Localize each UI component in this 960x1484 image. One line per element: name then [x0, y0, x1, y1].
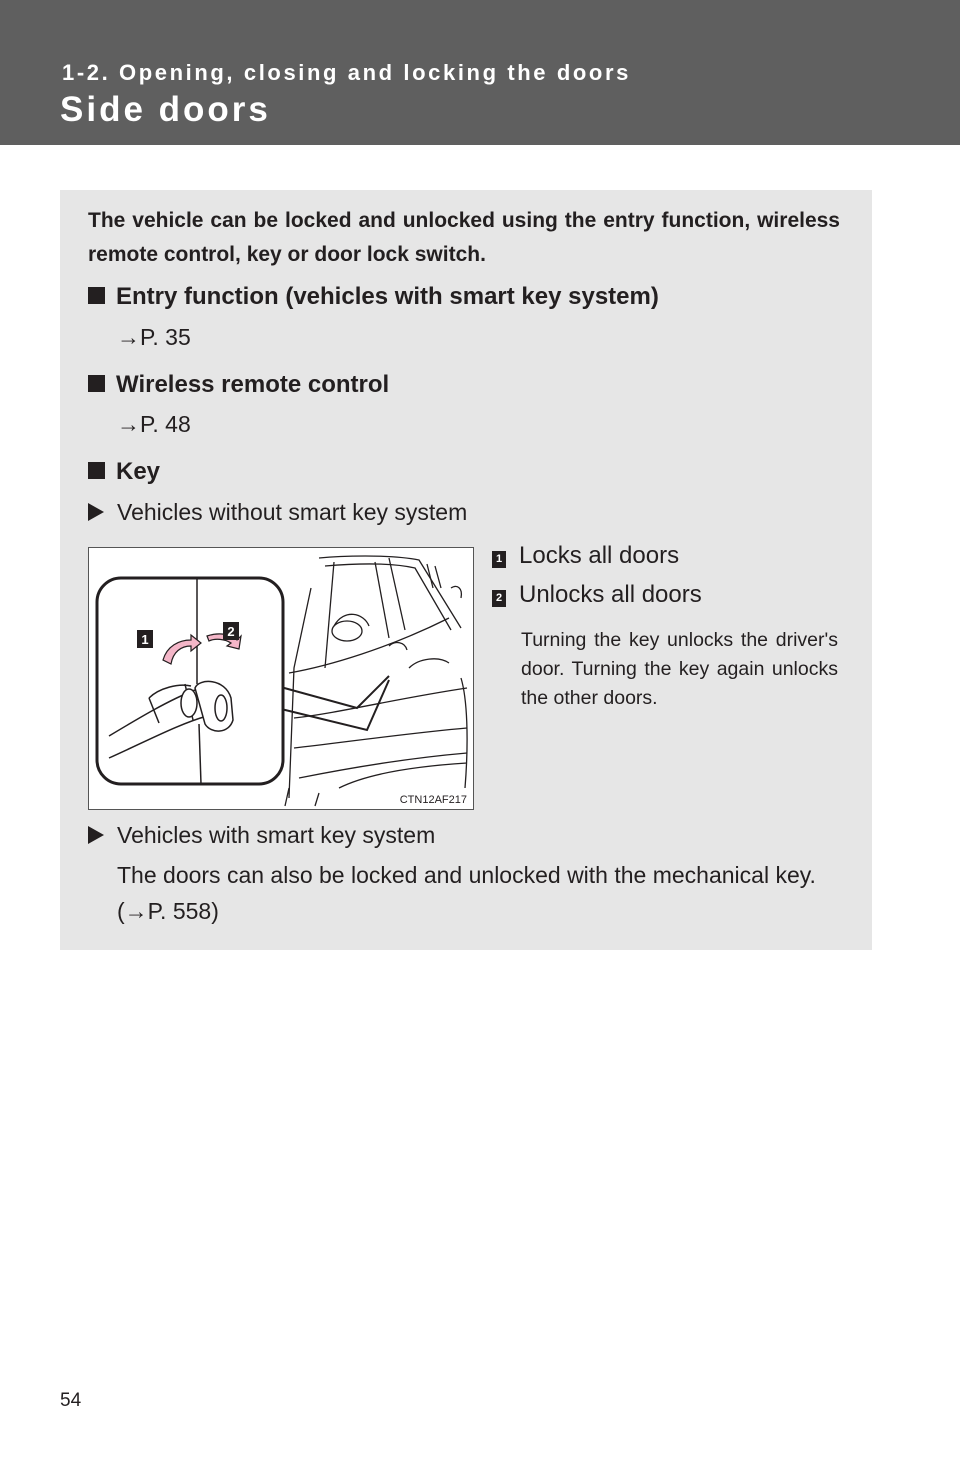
subheading-with-smart-key [88, 822, 435, 849]
smart-key-text: The doors can also be locked and unlocked with the mechanical key. (→P. 558) [117, 862, 816, 924]
page-header [0, 0, 960, 145]
triangle-bullet-icon [88, 826, 104, 844]
heading-label: Key [116, 458, 161, 485]
square-bullet-icon [88, 462, 105, 479]
figure-callout-1: 1 [141, 632, 149, 647]
step-label: Unlocks all doors [519, 581, 702, 608]
figure-callout-2: 2 [227, 624, 235, 639]
step-2 [492, 581, 702, 609]
heading-label: Entry function (vehicles with smart key system) [116, 283, 659, 310]
section-label: 1-2. Opening, closing and locking the doors [62, 60, 631, 85]
heading-key [88, 458, 160, 486]
content-panel [60, 190, 872, 950]
step-1 [492, 542, 679, 570]
heading-label: Wireless remote control [116, 371, 390, 398]
key-note: Turning the key unlocks the driver's door. Turning the key again unlocks the other doors. [521, 629, 838, 709]
key-lock-illustration [88, 547, 474, 810]
page-title: Side doors [60, 90, 271, 129]
step-label: Locks all doors [519, 542, 680, 569]
subheading-label: Vehicles without smart key system [117, 499, 468, 525]
step-number-1: 1 [492, 551, 506, 568]
subheading-without-smart-key [88, 499, 467, 526]
page-reference-link[interactable]: →P. 35 [117, 324, 191, 350]
heading-entry-function [88, 283, 659, 311]
triangle-bullet-icon [88, 503, 104, 521]
square-bullet-icon [88, 287, 105, 304]
intro-text: The vehicle can be locked and unlocked using the entry function, wireless remote control, key or door lock switch. [88, 209, 840, 266]
page-reference-link[interactable]: →P. 48 [117, 411, 191, 437]
subheading-label: Vehicles with smart key system [117, 822, 436, 848]
figure-code: CTN12AF217 [399, 794, 467, 806]
door-key-drawing [89, 548, 473, 809]
square-bullet-icon [88, 375, 105, 392]
step-number-2: 2 [492, 590, 506, 607]
page-number: 54 [60, 1390, 82, 1411]
heading-wireless-remote [88, 371, 389, 399]
